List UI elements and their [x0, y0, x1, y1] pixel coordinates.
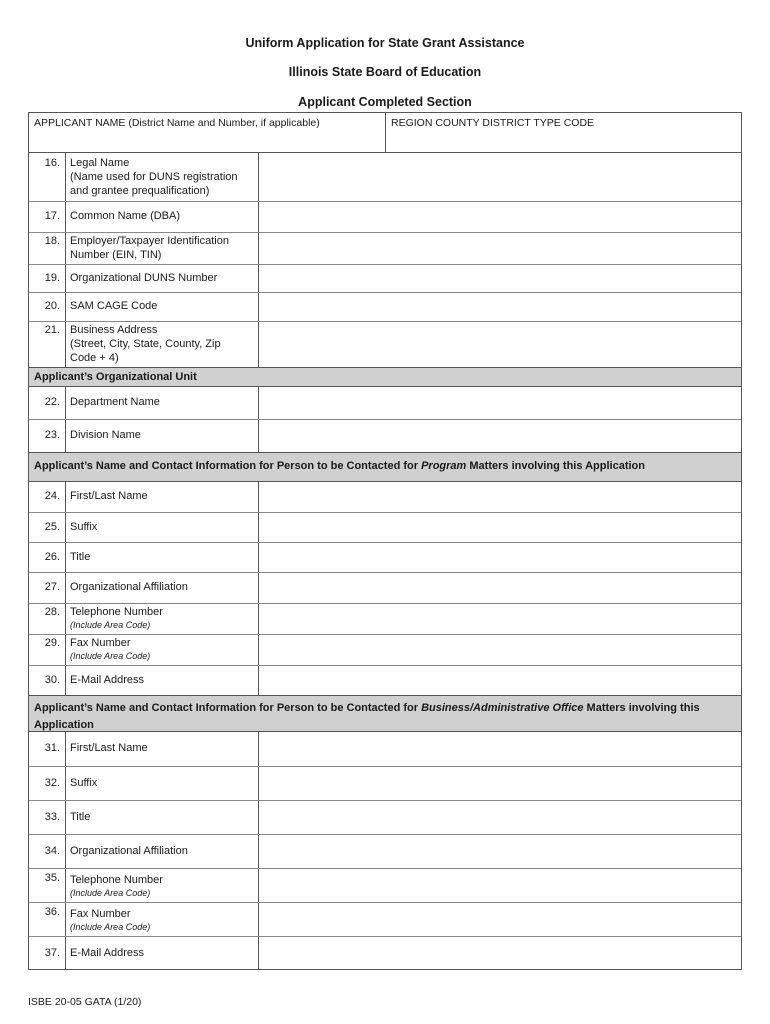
program-fax-input[interactable] — [259, 635, 741, 665]
program-title-input[interactable] — [259, 543, 741, 572]
label-line: Number (EIN, TIN) — [70, 248, 162, 261]
row-label — [66, 937, 259, 969]
row-label — [66, 543, 259, 572]
form-row-business-suffix — [29, 766, 741, 800]
row-number: 16. — [29, 153, 66, 201]
label-note: (Include Area Code) — [70, 887, 151, 898]
row-label — [66, 387, 259, 419]
label-line: Code + 4) — [70, 351, 119, 364]
form-row-division — [29, 419, 741, 452]
label-line: SAM CAGE Code — [70, 300, 158, 312]
row-label — [66, 573, 259, 603]
section-header-org-unit — [29, 367, 741, 387]
section-header-text: Applicant’s Name and Contact Information for Person to be Contacted for — [34, 702, 422, 714]
form-row-duns — [29, 264, 741, 292]
label-line: Division Name — [70, 429, 141, 441]
label-line: Legal Name — [70, 157, 130, 169]
ein-input[interactable] — [259, 233, 741, 264]
form-row-program-first-last-name — [29, 482, 741, 512]
business-email-input[interactable] — [259, 937, 741, 969]
section-header-text: Applicant’s Name and Contact Information for Person to be Contacted for — [34, 460, 422, 472]
common-name-input[interactable] — [259, 202, 741, 232]
row-label — [66, 835, 259, 868]
label-line: Title — [70, 551, 91, 563]
business-first-last-name-input[interactable] — [259, 732, 741, 766]
form-row-program-fax — [29, 634, 741, 665]
row-label — [66, 153, 259, 201]
form-title: Uniform Application for State Grant Assistance — [245, 36, 525, 50]
label-line: Telephone Number — [70, 606, 163, 618]
form-row-legal-name — [29, 153, 741, 201]
label-line: First/Last Name — [70, 490, 148, 502]
row-number: 36. — [29, 903, 66, 936]
section-header-business-contact — [29, 695, 741, 732]
label-line: E-Mail Address — [70, 674, 144, 686]
applicant-name-cell[interactable] — [29, 113, 386, 153]
label-line: Suffix — [70, 777, 98, 789]
row-label — [66, 869, 259, 902]
label-line: (Name used for DUNS registration — [70, 170, 238, 183]
business-telephone-input[interactable] — [259, 869, 741, 902]
duns-input[interactable] — [259, 265, 741, 292]
row-label — [66, 202, 259, 232]
row-number: 23. — [29, 420, 66, 452]
row-number: 25. — [29, 513, 66, 542]
form-row-common-name — [29, 201, 741, 232]
section-header-program-contact — [29, 452, 741, 482]
program-telephone-input[interactable] — [259, 604, 741, 634]
form-row-program-email — [29, 665, 741, 695]
section-title: Applicant Completed Section — [298, 95, 472, 109]
label-line: First/Last Name — [70, 742, 148, 754]
applicant-header-row — [29, 113, 741, 153]
row-label — [66, 732, 259, 766]
form-row-business-email — [29, 936, 741, 969]
form-row-program-affiliation — [29, 572, 741, 603]
label-line: Business Address — [70, 324, 158, 336]
form-row-ein — [29, 232, 741, 264]
form-code: ISBE 20-05 GATA (1/20) — [28, 996, 142, 1008]
row-number: 29. — [29, 635, 66, 665]
row-label — [66, 767, 259, 800]
business-address-input[interactable] — [259, 322, 741, 367]
section-header-text: Matters involving this Application — [34, 702, 700, 731]
form-row-business-affiliation — [29, 834, 741, 868]
row-label — [66, 322, 259, 367]
row-label — [66, 513, 259, 542]
division-name-input[interactable] — [259, 420, 741, 452]
agency-name: Illinois State Board of Education — [288, 65, 482, 79]
business-fax-input[interactable] — [259, 903, 741, 936]
label-line: Suffix — [70, 521, 98, 533]
form-row-business-first-last-name — [29, 732, 741, 766]
row-number: 18. — [29, 233, 66, 264]
form-row-business-telephone — [29, 868, 741, 902]
sam-cage-input[interactable] — [259, 293, 741, 321]
row-label — [66, 604, 259, 634]
label-line: Fax Number — [70, 637, 131, 649]
row-number: 32. — [29, 767, 66, 800]
label-note: (Include Area Code) — [70, 921, 151, 932]
row-label — [66, 265, 259, 292]
row-number: 35. — [29, 869, 66, 902]
row-label — [66, 635, 259, 665]
program-first-last-name-input[interactable] — [259, 482, 741, 512]
row-label — [66, 801, 259, 834]
row-label — [66, 903, 259, 936]
section-header-text: Matters involving this Application — [466, 460, 645, 472]
row-label — [66, 666, 259, 695]
row-label — [66, 233, 259, 264]
department-name-input[interactable] — [259, 387, 741, 419]
row-number: 27. — [29, 573, 66, 603]
row-label — [66, 420, 259, 452]
section-header-emphasis: Program — [421, 460, 467, 472]
label-note: (Include Area Code) — [70, 619, 151, 630]
application-form — [28, 112, 742, 970]
business-suffix-input[interactable] — [259, 767, 741, 800]
form-row-department — [29, 387, 741, 419]
row-number: 19. — [29, 265, 66, 292]
row-label — [66, 482, 259, 512]
program-suffix-input[interactable] — [259, 513, 741, 542]
label-line: Title — [70, 811, 91, 823]
label-line: Department Name — [70, 396, 160, 408]
label-line: and grantee prequalification) — [70, 184, 210, 197]
row-number: 34. — [29, 835, 66, 868]
form-row-program-suffix — [29, 512, 741, 542]
row-label — [66, 293, 259, 321]
row-number: 26. — [29, 543, 66, 572]
row-number: 37. — [29, 937, 66, 969]
form-row-program-title — [29, 542, 741, 572]
form-row-business-title — [29, 800, 741, 834]
business-title-input[interactable] — [259, 801, 741, 834]
row-number: 24. — [29, 482, 66, 512]
row-number: 28. — [29, 604, 66, 634]
label-line: Telephone Number — [70, 874, 163, 886]
label-note: (Include Area Code) — [70, 650, 151, 661]
row-number: 21. — [29, 322, 66, 367]
form-row-business-address — [29, 321, 741, 367]
business-affiliation-input[interactable] — [259, 835, 741, 868]
program-affiliation-input[interactable] — [259, 573, 741, 603]
form-row-business-fax — [29, 902, 741, 936]
row-number: 31. — [29, 732, 66, 766]
row-number: 33. — [29, 801, 66, 834]
form-row-program-telephone — [29, 603, 741, 634]
label-line: Employer/Taxpayer Identification — [70, 235, 229, 247]
label-line: Organizational Affiliation — [70, 845, 188, 857]
label-line: Common Name (DBA) — [70, 210, 181, 222]
label-line: Organizational Affiliation — [70, 581, 188, 593]
label-line: (Street, City, State, County, Zip — [70, 337, 221, 350]
label-line: E-Mail Address — [70, 947, 144, 959]
row-number: 17. — [29, 202, 66, 232]
row-number: 30. — [29, 666, 66, 695]
row-number: 22. — [29, 387, 66, 419]
program-email-input[interactable] — [259, 666, 741, 695]
applicant-name-label: APPLICANT NAME (District Name and Number, if applicable) — [34, 117, 320, 129]
region-code-cell[interactable] — [386, 113, 741, 153]
legal-name-input[interactable] — [259, 153, 741, 201]
label-line: Organizational DUNS Number — [70, 272, 218, 284]
section-header-emphasis: Business/Administrative Office — [421, 702, 584, 714]
region-code-label: REGION COUNTY DISTRICT TYPE CODE — [391, 117, 595, 129]
section-header-text: Applicant’s Organizational Unit — [34, 371, 197, 383]
label-line: Fax Number — [70, 908, 131, 920]
form-row-sam-cage — [29, 292, 741, 321]
row-number: 20. — [29, 293, 66, 321]
